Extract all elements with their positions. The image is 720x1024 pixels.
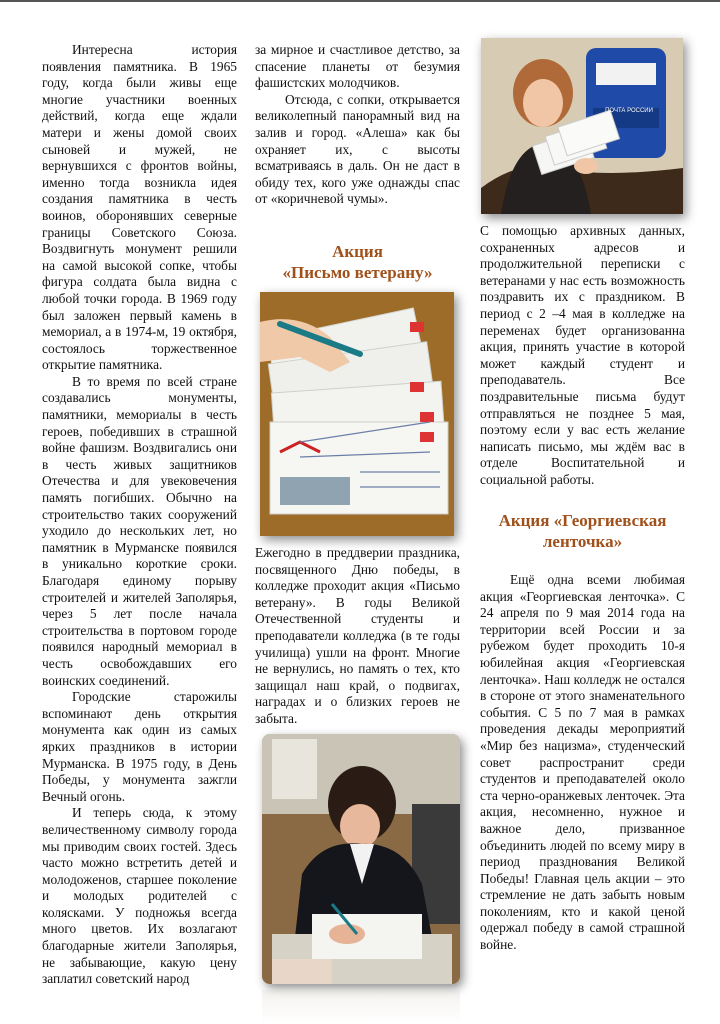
paragraph: Интересна история появления памятника. В 1965 году, когда были живы еще многие участники военных действий, когда еще ждали матери и жены домой своих сыновей и мужей, не вернувшихся с фронтов войны, именно тогда возникла идея создания памятника в честь воинов, оборонявших северные границы Советского Союза. Воздвигнуть монумент решили на самой высокой сопке, чтобы фигура солдата была видна с любой точки города. В 1969 году был заложен первый камень в мемориал, а в 1974-м, 19 октября, состоялось торжественное открытие памятника. <box>42 42 237 373</box>
heading-line: Акция <box>332 242 383 261</box>
paragraph: Ещё одна всеми любимая акция «Георгиевская ленточка». С 24 апреля по 9 мая 2014 года на территории всей России и за рубежом будет проходить 10-я юбилейная акция «Георгиевская ленточка». Наш колледж не остался в стороне от этого знаменательного события. С 5 по 7 мая в рамках проведения декады мероприятий «Мир без нацизма», студенческий совет распространит среди студентов и преподавателей около ста черно-оранжевых ленточек. Эта акция, несомненно, нужное и важное дело, призванное объединить людей по всему миру в период празднования Великой Победы! Главная цель акции – это стремление не дать забыть новым поколениям, кто и какой ценой одержал победу в самой страшной войне. <box>480 572 685 953</box>
paragraph: за мирное и счастливое детство, за спасение планеты от безумия фашистских молодчиков. <box>255 42 460 91</box>
column-right-body <box>480 572 685 954</box>
photo-woman-with-letters <box>481 38 683 214</box>
paragraph: Ежегодно в преддверии праздника, посвященного Дню победы, в колледже проходит акция «Письмо ветерану». В годы Великой Отечественной студенты и преподаватели колледжа (в те годы училища) ушли на фронт. Многие не вернулись, но память о тех, кто защищал наш край, о подвигах, наградах и о близких героев не забыта. <box>255 545 460 726</box>
heading-line: «Письмо ветерану» <box>282 263 433 282</box>
photo-student-writing <box>262 734 460 984</box>
heading-letter-to-veteran <box>255 241 460 283</box>
mailbox-label: ПОЧТА РОССИИ <box>605 108 653 114</box>
column-middle-body <box>255 545 460 728</box>
photo-envelopes <box>260 292 454 536</box>
paragraph: Отсюда, с сопки, открывается великолепный панорамный вид на залив и город. «Алеша» как бы охраняет их, с высоты всматриваясь в даль. Он не даст в обиду тех, кого уже однажды спас от «коричневой чумы». <box>255 91 460 207</box>
heading-line: Акция «Георгиевская <box>498 511 667 530</box>
paragraph: И теперь сюда, к этому величественному символу города мы приводим своих гостей. Здесь часто можно встретить детей и молодоженов, старшее поколение и молодых родителей с колясками. У подножья всегда много цветов. Их возлагают благодарные жители Заполярья, не забывающие, какую цену заплатил советский народ <box>42 805 237 987</box>
top-border-line <box>0 0 720 2</box>
column-right-top <box>480 223 685 489</box>
column-middle-top <box>255 42 460 208</box>
column-left <box>42 42 237 988</box>
heading-st-george-ribbon <box>480 510 685 552</box>
paragraph: В то время по всей стране создавались монументы, памятники, мемориалы в честь героев, победивших в страшной войне фашизм. Воздвигались они в честь живых защитников Отечества и для увековечения память погибших. Обычно на строительство таких сооружений уходило до нескольких лет, но памятник в Мурманске появился в уникально короткие сроки. Благодаря единому порыву строителей и жителей Заполярья, через 5 лет после начала строительства в портовом городе появился народный мемориал в честь освобождавших его воинских соединений. <box>42 373 237 688</box>
paragraph: С помощью архивных данных, сохраненных адресов и продолжительной переписки с ветеранами у нас есть возможность поздравить их с праздником. В период с 2 –4 мая в колледже на переменах будет организованна акция, принять участие в которой может каждый студент и преподаватель. Все поздравительные письма будут отправляться не позднее 5 мая, поэтому если у вас есть желание написать письмо, мы ждём вас в отделе Воспитательной и социальной работы. <box>480 223 685 487</box>
paragraph: Городские старожилы вспоминают день открытия монумента как один из самых ярких праздников в истории Мурманска. В 1975 году, в День Победы, у монумента зажгли Вечный огонь. <box>42 689 237 804</box>
heading-line: ленточка» <box>542 532 623 551</box>
photo-reflection <box>262 990 460 1024</box>
